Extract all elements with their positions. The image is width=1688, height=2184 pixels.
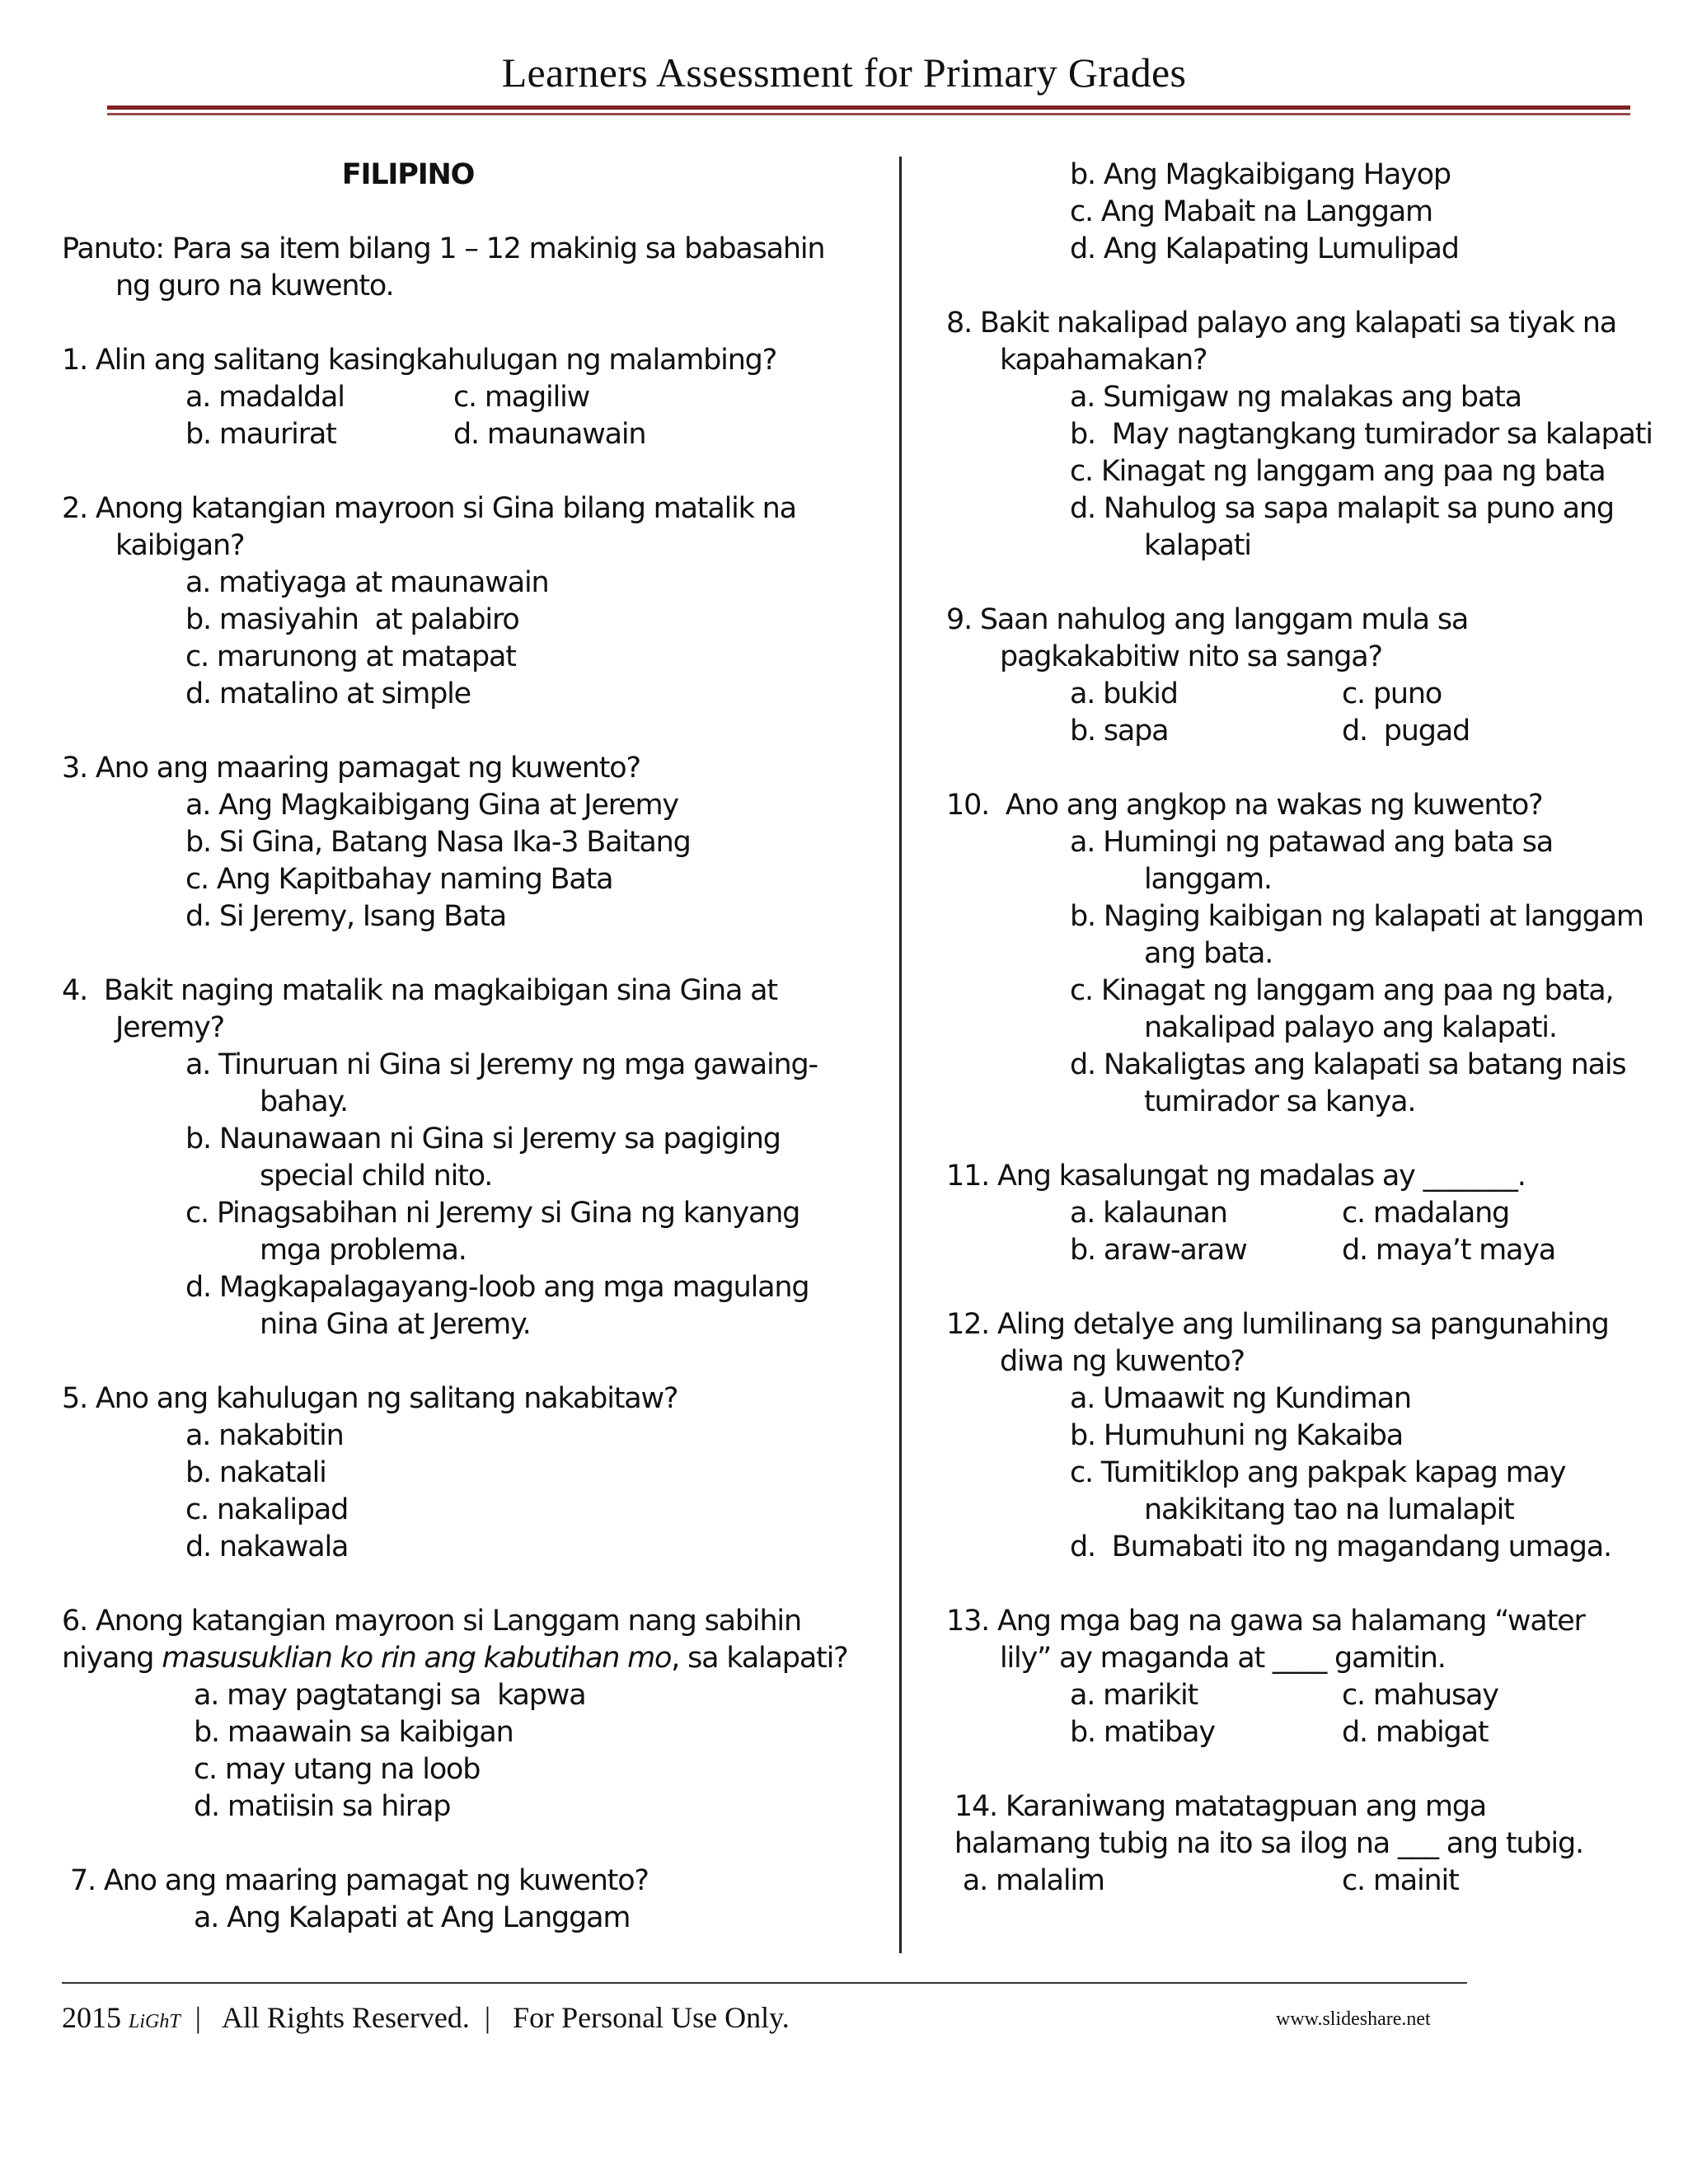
- answer-options-row: [946, 713, 1655, 750]
- text-line: d. Nahulog sa sapa malapit sa puno ang: [1070, 492, 1614, 525]
- text-line: langgam.: [1144, 863, 1272, 896]
- text-line: special child nito.: [260, 1160, 493, 1193]
- option-a: a. malalim: [946, 1864, 1104, 1897]
- text-line: a. Tinuruan ni Gina si Jeremy ng mga gawaing-: [185, 1048, 818, 1081]
- text-line: 3. Ano ang maaring pamagat ng kuwento?: [62, 752, 640, 785]
- text-line: b. Naunawaan ni Gina si Jeremy sa pagiging: [185, 1122, 781, 1155]
- text-line: c. Kinagat ng langgam ang paa ng bata,: [1070, 974, 1614, 1007]
- spacer: [946, 1566, 1655, 1603]
- text-line: a. Sumigaw ng malakas ang bata: [1070, 381, 1522, 414]
- answer-options-row: [946, 1232, 1655, 1269]
- text-line: c. marunong at matapat: [185, 640, 516, 673]
- option-a: a. bukid: [1070, 677, 1178, 710]
- text-line: 10. Ano ang angkop na wakas ng kuwento?: [946, 789, 1543, 822]
- text-line: 14. Karaniwang matatagpuan ang mga: [946, 1790, 1487, 1823]
- text-line: c. Pinagsabihan ni Jeremy si Gina ng kanyang: [185, 1197, 800, 1230]
- italic-phrase: masusuklian ko rin ang kabutihan mo: [162, 1642, 672, 1675]
- option-b: d. mabigat: [1342, 1716, 1489, 1749]
- text-line: 6. Anong katangian mayroon si Langgam nang sabihin: [62, 1605, 801, 1638]
- answer-options-row: [946, 1677, 1655, 1714]
- text-line: Panuto: Para sa item bilang 1 – 12 makinig sa babasahin: [62, 232, 825, 265]
- text-line: kalapati: [1144, 529, 1251, 562]
- text-line: tumirador sa kanya.: [1144, 1085, 1416, 1118]
- header-rule-thin: [107, 113, 1630, 115]
- option-a: a. marikit: [1070, 1679, 1198, 1712]
- spacer: [946, 1269, 1655, 1306]
- text-line: Jeremy?: [115, 1011, 224, 1044]
- spacer: [62, 1343, 878, 1380]
- text-line: pagkakabitiw nito sa sanga?: [1000, 640, 1382, 673]
- text-line: c. Kinagat ng langgam ang paa ng bata: [1070, 455, 1606, 488]
- spacer: [62, 1825, 878, 1863]
- spacer: [62, 194, 878, 231]
- text-line: b. Naging kaibigan ng kalapati at langgam: [1070, 900, 1643, 933]
- option-b: c. mainit: [1342, 1864, 1459, 1897]
- text-line: a. matiyaga at maunawain: [185, 566, 549, 599]
- spacer: [62, 713, 878, 750]
- text-line: a. Humingi ng patawad ang bata sa: [1070, 826, 1554, 859]
- left-column: [62, 157, 878, 1937]
- spacer: [946, 565, 1655, 602]
- text-line: nakalipad palayo ang kalapati.: [1144, 1011, 1557, 1044]
- question-line: [62, 1640, 878, 1677]
- option-b: c. mahusay: [1342, 1679, 1498, 1712]
- text-line: kaibigan?: [115, 529, 245, 562]
- footer-rights: | All Rights Reserved. | For Personal Use Only.: [180, 2001, 790, 2034]
- text-line: c. Tumitiklop ang pakpak kapag may: [1070, 1456, 1566, 1489]
- text-line: 13. Ang mga bag na gawa sa halamang “water: [946, 1605, 1585, 1638]
- text-line: a. Umaawit ng Kundiman: [1070, 1382, 1411, 1415]
- option-a: b. sapa: [1070, 715, 1169, 748]
- text-line: 5. Ano ang kahulugan ng salitang nakabitaw?: [62, 1382, 678, 1415]
- spacer: [62, 305, 878, 342]
- text-line: 12. Aling detalye ang lumilinang sa pangunahing: [946, 1308, 1609, 1341]
- text-line: b. Humuhuni ng Kakaiba: [1070, 1419, 1404, 1452]
- option-b: c. madalang: [1342, 1197, 1510, 1230]
- text-line: d. matalino at simple: [185, 677, 471, 710]
- answer-options-row: [62, 416, 878, 453]
- text-line: c. Ang Mabait na Langgam: [1070, 195, 1432, 228]
- footer-copyright: [62, 1994, 790, 2045]
- text-line: d. Nakaligtas ang kalapati sa batang nais: [1070, 1048, 1626, 1081]
- option-a: b. araw-araw: [1070, 1234, 1247, 1267]
- answer-options-row: [946, 1714, 1655, 1751]
- text-line: 8. Bakit nakalipad palayo ang kalapati sa tiyak na: [946, 307, 1617, 340]
- text-line: nina Gina at Jeremy.: [260, 1308, 531, 1341]
- text-line: a. Ang Magkaibigang Gina at Jeremy: [185, 789, 678, 822]
- spacer: [946, 1121, 1655, 1158]
- text-line: bahay.: [260, 1085, 348, 1118]
- spacer: [946, 268, 1655, 305]
- text-line: d. matiisin sa hirap: [194, 1790, 451, 1823]
- option-b: c. magiliw: [453, 381, 590, 414]
- spacer: [946, 750, 1655, 787]
- text-line: lily” ay maganda at ____ gamitin.: [1000, 1642, 1446, 1675]
- text-line: b. Ang Magkaibigang Hayop: [1070, 158, 1451, 191]
- text-line: diwa ng kuwento?: [1000, 1345, 1245, 1378]
- spacer: [946, 1751, 1655, 1788]
- text-line: b. Si Gina, Batang Nasa Ika-3 Baitang: [185, 826, 691, 859]
- subject-heading: FILIPINO: [341, 158, 475, 191]
- text-line: d. nakawala: [185, 1530, 349, 1563]
- right-column: [946, 157, 1655, 1900]
- text-line: 7. Ano ang maaring pamagat ng kuwento?: [62, 1864, 649, 1897]
- text-line: a. Ang Kalapati at Ang Langgam: [194, 1901, 631, 1934]
- text-line: mga problema.: [260, 1234, 467, 1267]
- text-line: kapahamakan?: [1000, 344, 1207, 377]
- spacer: [62, 453, 878, 490]
- text-line: c. may utang na loob: [194, 1753, 481, 1786]
- column-divider: [899, 157, 902, 1953]
- answer-options-row: [946, 1863, 1655, 1900]
- text-line: c. Ang Kapitbahay naming Bata: [185, 863, 613, 896]
- option-b: c. puno: [1342, 677, 1442, 710]
- option-b: d. pugad: [1342, 715, 1470, 748]
- text-line: b. nakatali: [185, 1456, 326, 1489]
- text-line: ang bata.: [1144, 937, 1273, 970]
- footer-year: 2015: [62, 2001, 129, 2034]
- text-line: halamang tubig na ito sa ilog na ___ ang tubig.: [946, 1827, 1583, 1860]
- footer-site: www.slideshare.net: [1276, 2008, 1431, 2030]
- text-line: a. nakabitin: [185, 1419, 344, 1452]
- page-title: Learners Assessment for Primary Grades: [501, 49, 1187, 96]
- text-line: a. may pagtatangi sa kapwa: [194, 1679, 586, 1712]
- text-line: b. masiyahin at palabiro: [185, 603, 519, 636]
- text-line: 9. Saan nahulog ang langgam mula sa: [946, 603, 1469, 636]
- text-line: 4. Bakit naging matalik na magkaibigan sina Gina at: [62, 974, 777, 1007]
- spacer: [62, 935, 878, 972]
- option-a: b. matibay: [1070, 1716, 1215, 1749]
- text-line: nakikitang tao na lumalapit: [1144, 1493, 1514, 1526]
- text-line: c. nakalipad: [185, 1493, 349, 1526]
- text-line: b. May nagtangkang tumirador sa kalapati: [1070, 418, 1653, 451]
- option-b: d. maunawain: [453, 418, 646, 451]
- text-line: d. Magkapalagayang-loob ang mga magulang: [185, 1271, 809, 1304]
- option-b: d. maya’t maya: [1342, 1234, 1556, 1267]
- text-line: 2. Anong katangian mayroon si Gina bilang matalik na: [62, 492, 796, 525]
- spacer: [62, 1566, 878, 1603]
- text-line: d. Si Jeremy, Isang Bata: [185, 900, 506, 933]
- option-a: b. maurirat: [185, 418, 336, 451]
- option-a: a. madaldal: [185, 381, 345, 414]
- text-line: 11. Ang kasalungat ng madalas ay _______.: [946, 1160, 1526, 1193]
- answer-options-row: [62, 379, 878, 416]
- option-a: a. kalaunan: [1070, 1197, 1227, 1230]
- header-rule: [107, 105, 1630, 110]
- text-line: 1. Alin ang salitang kasingkahulugan ng malambing?: [62, 344, 777, 377]
- footer-rule: [62, 1982, 1467, 1984]
- answer-options-row: [946, 676, 1655, 713]
- question-text: niyang: [62, 1642, 162, 1675]
- text-line: b. maawain sa kaibigan: [194, 1716, 513, 1749]
- question-text: , sa kalapati?: [671, 1642, 848, 1675]
- text-line: d. Bumabati ito ng magandang umaga.: [1070, 1530, 1611, 1563]
- text-line: d. Ang Kalapating Lumulipad: [1070, 232, 1459, 265]
- text-line: ng guro na kuwento.: [115, 269, 394, 302]
- answer-options-row: [946, 1195, 1655, 1232]
- footer-brand: LiGhT: [129, 2011, 181, 2032]
